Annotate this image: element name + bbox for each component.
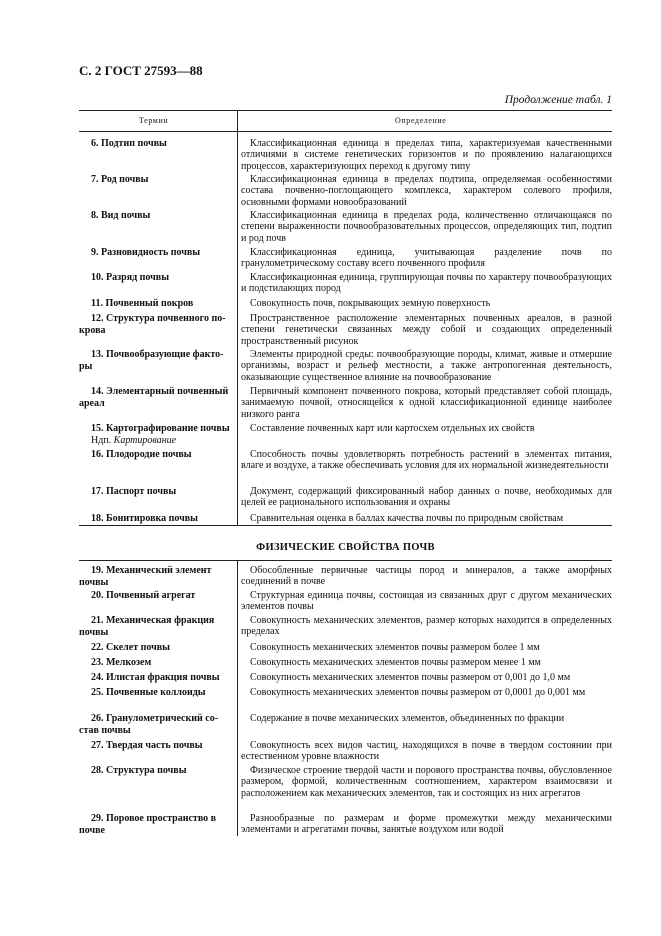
term-name: Бонитировка почвы <box>106 513 198 524</box>
term-cell <box>79 765 234 777</box>
term-cell <box>79 687 234 699</box>
term-number: 13. <box>91 349 104 360</box>
term-number: 14. <box>91 386 104 397</box>
table2-top-rule <box>79 560 612 561</box>
section-title: ФИЗИЧЕСКИЕ СВОЙСТВА ПОЧВ <box>256 542 435 553</box>
term-number: 26. <box>91 713 104 724</box>
term-cell <box>79 565 234 588</box>
term-cell <box>79 449 234 461</box>
term-name: Скелет почвы <box>106 642 170 653</box>
definition-cell: Обособленные первичные частицы пород и минералов, а также аморфных соединений в почве <box>241 565 612 588</box>
definition-cell: Первичный компонент почвенного покрова, который представляет собой площадь, занимаемую почвой, относящейся к одной классификационной единице наиболее низкого ранга <box>241 386 612 420</box>
term-name: Почвенный агрегат <box>106 590 196 601</box>
definition-cell: Классификационная единица в пределах рода, количественно отличающаяся по степени выраженности почвообразовательных процессов, определяющих тип, подтип и род почв <box>241 210 612 244</box>
definition-cell: Классификационная единица в пределах типа, характеризуемая качественными отличиями в системе генетических горизонтов и по проявлению налагающихся процессов, характеризующих переход к другому типу <box>241 138 612 172</box>
definition-cell: Структурная единица почвы, состоящая из связанных друг с другом механических элементов почвы <box>241 590 612 613</box>
term-number: 28. <box>91 765 104 776</box>
page-header: С. 2 ГОСТ 27593—88 <box>79 63 203 78</box>
column-divider-2 <box>237 560 238 836</box>
definition-cell: Разнообразные по размерам и форме промежутки между механическими элементами и агрегатами почвы, занятые воздухом или водой <box>241 813 612 836</box>
definition-cell: Содержание в почве механических элементов, объединенных по фракции <box>250 713 565 724</box>
term-name-continued: ры <box>79 360 93 372</box>
term-number: 21. <box>91 615 104 626</box>
term-number: 29. <box>91 813 104 824</box>
term-number: 17. <box>91 486 104 497</box>
term-cell <box>79 590 234 602</box>
term-cell <box>79 486 234 498</box>
term-note-prefix: Ндп. <box>91 434 112 446</box>
table-bottom-rule <box>79 525 612 526</box>
term-name-continued: став почвы <box>79 724 131 736</box>
term-name: Механическая фракция <box>106 615 215 626</box>
definition-cell: Совокупность механических элементов почвы размером более 1 мм <box>250 642 540 653</box>
term-number: 16. <box>91 449 104 460</box>
term-name: Твердая часть почвы <box>106 740 203 751</box>
term-name: Почвенный покров <box>105 298 194 309</box>
term-name: Элементарный почвенный <box>106 386 229 397</box>
term-name: Картографирование почвы <box>106 423 230 434</box>
term-name: Илистая фракция почвы <box>106 672 220 683</box>
term-name-continued: крова <box>79 324 106 336</box>
term-number: 6. <box>91 138 99 149</box>
term-number: 19. <box>91 565 104 576</box>
term-cell <box>79 672 234 684</box>
term-cell <box>79 713 234 736</box>
definition-cell: Элементы природной среды: почвообразующие породы, климат, живые и отмершие организмы, возраст и рельеф местности, а также антропогенная деятельность, оказывающие существенное влияние на почвообразование <box>241 349 612 383</box>
term-name: Механический элемент <box>106 565 212 576</box>
definition-cell: Составление почвенных карт или картосхем отдельных их свойств <box>250 423 535 434</box>
term-cell <box>79 386 234 409</box>
term-number: 25. <box>91 687 104 698</box>
definition-cell: Сравнительная оценка в баллах качества почвы по природным свойствам <box>250 513 564 524</box>
term-cell <box>79 740 234 752</box>
term-number: 23. <box>91 657 104 668</box>
term-name: Подтип почвы <box>101 138 167 149</box>
definition-cell: Совокупность почв, покрывающих земную поверхность <box>250 298 491 309</box>
term-cell <box>79 349 234 372</box>
term-name: Гранулометрический со- <box>106 713 219 724</box>
definition-cell: Совокупность механических элементов почвы размером от 0,001 до 1,0 мм <box>250 672 571 683</box>
definition-cell: Классификационная единица, учитывающая разделение почв по гранулометрическому составу всего почвенного профиля <box>241 247 612 270</box>
term-cell <box>79 210 234 222</box>
term-number: 10. <box>91 272 104 283</box>
term-name-continued: ареал <box>79 397 105 409</box>
term-note-deprecated: Картирование <box>113 434 177 446</box>
table-top-rule <box>79 110 612 111</box>
definition-cell: Пространственное расположение элементарных почвенных ареалов, в разной степени генетически связанных между собой и создающих определенный пространственный рисунок <box>241 313 612 347</box>
term-name: Почвенные коллоиды <box>106 687 206 698</box>
term-number: 9. <box>91 247 99 258</box>
term-cell <box>79 423 234 446</box>
term-number: 27. <box>91 740 104 751</box>
term-cell <box>79 313 234 336</box>
term-name: Мелкозем <box>106 657 152 668</box>
term-number: 12. <box>91 313 104 324</box>
term-cell <box>79 272 234 284</box>
term-number: 18. <box>91 513 104 524</box>
definition-cell: Совокупность всех видов частиц, находящихся в почве в твердом состоянии при естественном уровне влажности <box>241 740 612 763</box>
term-name-continued: почвы <box>79 576 109 588</box>
table-continuation-label: Продолжение табл. 1 <box>504 94 612 106</box>
term-number: 15. <box>91 423 104 434</box>
definition-cell: Совокупность механических элементов почвы размером от 0,0001 до 0,001 мм <box>250 687 586 698</box>
column-header-definition: Определение <box>395 116 447 125</box>
term-number: 8. <box>91 210 99 221</box>
term-number: 20. <box>91 590 104 601</box>
column-divider <box>237 110 238 525</box>
term-name: Почвообразующие факто- <box>106 349 224 360</box>
term-cell <box>79 174 234 186</box>
definition-cell: Классификационная единица, группирующая почвы по характеру почвообразующих и подстилающих пород <box>241 272 612 295</box>
table-header-rule <box>79 131 612 132</box>
column-header-term: Термин <box>139 116 169 125</box>
definition-cell: Документ, содержащий фиксированный набор данных о почве, необходимых для целей ее рационального использования и охраны <box>241 486 612 509</box>
term-name: Вид почвы <box>101 210 151 221</box>
term-cell <box>79 138 234 150</box>
term-name: Структура почвенного по- <box>106 313 226 324</box>
term-cell <box>79 513 234 525</box>
term-number: 24. <box>91 672 104 683</box>
term-name: Структура почвы <box>106 765 187 776</box>
term-cell <box>79 298 234 310</box>
term-name: Род почвы <box>101 174 149 185</box>
term-name-continued: почвы <box>79 626 109 638</box>
definition-cell: Физическое строение твердой части и порового пространства почвы, обусловленное размером, формой, количественным соотношением, характером взаимосвязи и расположением как механических элементов, так и состоящих из них агрегатов <box>241 765 612 799</box>
term-number: 11. <box>91 298 103 309</box>
term-name: Поровое пространство в <box>106 813 217 824</box>
definition-cell: Классификационная единица в пределах подтипа, определяемая особенностями состава почвенно-поглощающего комплекса, характером солевого профиля, основными формами новообразований <box>241 174 612 208</box>
term-name: Плодородие почвы <box>106 449 192 460</box>
term-name: Разновидность почвы <box>101 247 201 258</box>
term-name-continued: почве <box>79 824 105 836</box>
definition-cell: Совокупность механических элементов, размер которых находится в определенных пределах <box>241 615 612 638</box>
term-name: Разряд почвы <box>106 272 170 283</box>
term-cell <box>79 642 234 654</box>
term-number: 22. <box>91 642 104 653</box>
term-name: Паспорт почвы <box>106 486 177 497</box>
term-cell <box>79 813 234 836</box>
term-cell <box>79 615 234 638</box>
definition-cell: Совокупность механических элементов почвы размером менее 1 мм <box>250 657 541 668</box>
term-cell <box>79 247 234 259</box>
definition-cell: Способность почвы удовлетворять потребность растений в элементах питания, влаге и воздухе, а также обеспечивать условия для их нормальной жизнедеятельности <box>241 449 612 472</box>
term-number: 7. <box>91 174 99 185</box>
term-cell <box>79 657 234 669</box>
